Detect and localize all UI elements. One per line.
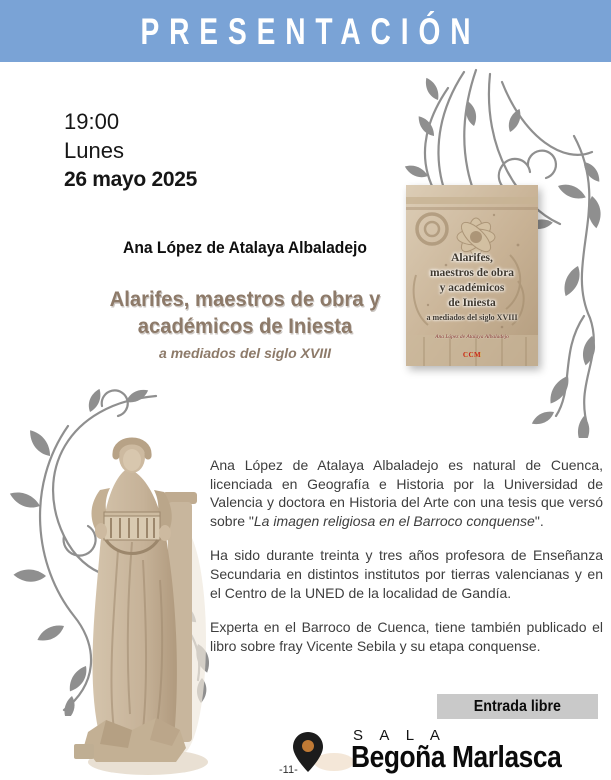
book-subtitle: a mediados del siglo XVIII bbox=[159, 345, 331, 361]
page-number: -11- bbox=[279, 764, 298, 776]
biography bbox=[210, 456, 603, 671]
book-cover-text bbox=[406, 185, 538, 366]
bio-p1-text: Ana López de Atalaya Albaladejo es natural de Cuenca, licenciada en Geografía e Historia por la Universidad de Valencia y doctora en Historia del Arte con una tesis que versó sobre " bbox=[210, 457, 603, 529]
location-pin-icon bbox=[292, 730, 356, 774]
bio-paragraph-1 bbox=[210, 456, 603, 530]
event-day: Lunes bbox=[64, 138, 124, 163]
event-date: 26 mayo 2025 bbox=[64, 168, 198, 191]
statue-image bbox=[48, 430, 213, 778]
bio-p1-italic: La imagen religiosa en el Barroco conquense bbox=[253, 512, 535, 529]
publisher-logo: CCM bbox=[462, 351, 482, 359]
book-title-line1: Alarifes, maestros de obra y bbox=[109, 287, 381, 311]
cover-title-line: y académicos bbox=[439, 282, 505, 294]
cover-author: Ana López de Atalaya Albaladejo bbox=[435, 334, 509, 340]
book-title-line2: académicos de Iniesta bbox=[137, 314, 353, 338]
bio-p1-end: ". bbox=[534, 512, 544, 529]
page-title: PRESENTACIÓN bbox=[140, 11, 481, 52]
author-name: Ana López de Atalaya Albaladejo bbox=[123, 238, 367, 257]
cover-subtitle: a mediados del siglo XVIII bbox=[426, 313, 518, 322]
cover-title-line: maestros de obra bbox=[429, 267, 515, 279]
event-time: 19:00 bbox=[64, 109, 120, 134]
admission-badge-label: Entrada libre bbox=[473, 698, 562, 715]
banner bbox=[0, 0, 611, 62]
cover-title-line: Alarifes, bbox=[451, 252, 493, 264]
cover-title-line: de Iniesta bbox=[448, 297, 496, 309]
book-cover bbox=[406, 185, 538, 366]
event-datetime bbox=[64, 107, 197, 194]
bio-paragraph-3: Experta en el Barroco de Cuenca, tiene también publicado el libro sobre fray Vicente Sebila y su etapa conquense. bbox=[210, 619, 603, 654]
book-title bbox=[95, 286, 396, 340]
admission-badge bbox=[437, 694, 598, 719]
venue-name: Begoña Marlasca bbox=[351, 739, 562, 774]
venue-label: S A L A bbox=[353, 727, 447, 744]
bio-paragraph-2: Ha sido durante treinta y tres años profesora de Enseñanza Secundaria en distintos institutos por tierras valencianas y en el Centro de la UNED de la localidad de Gandía. bbox=[210, 547, 603, 601]
